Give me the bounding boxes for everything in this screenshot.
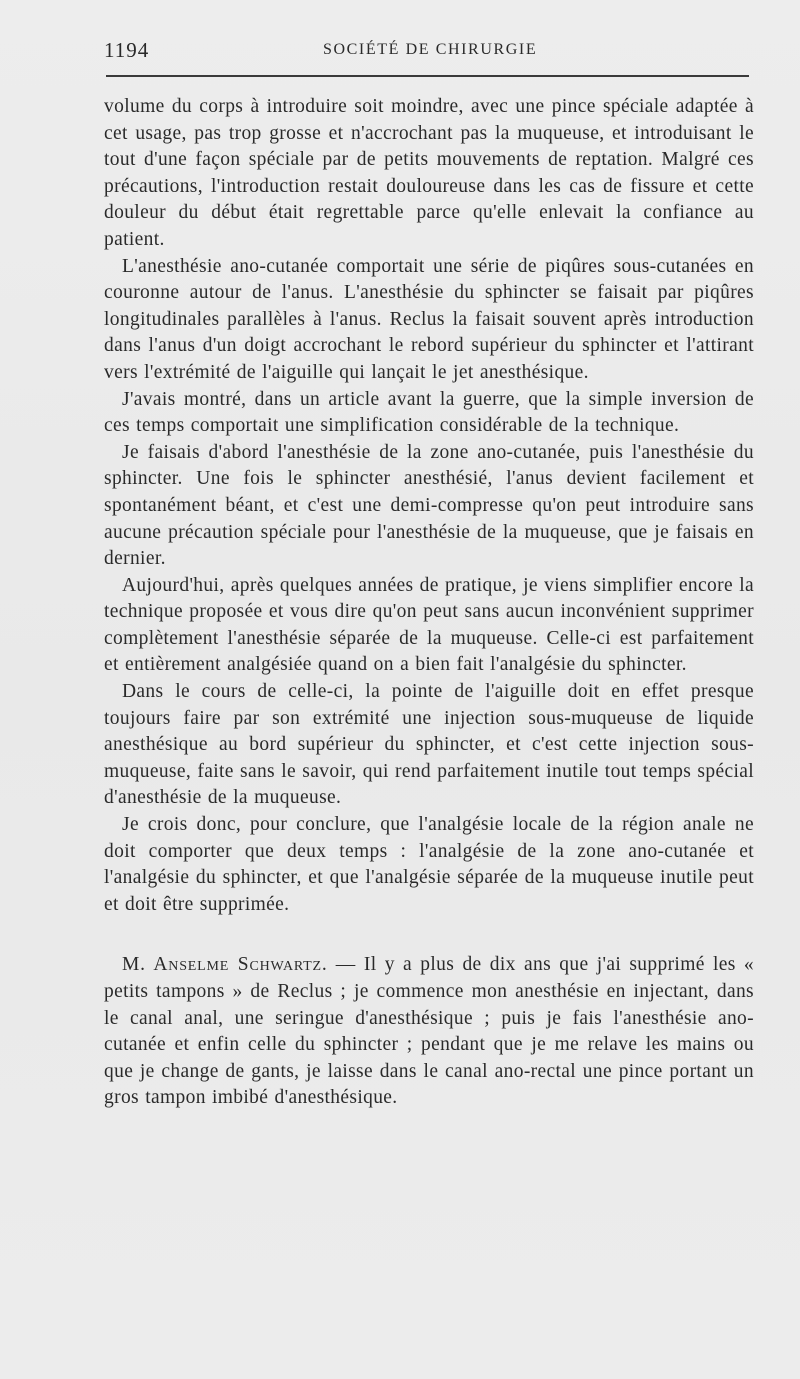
body-text — [104, 94, 754, 1112]
speaker-name: M. Anselme Schwartz. — [122, 954, 328, 976]
paragraph-article-reference: J'avais montré, dans un article avant la guerre, que la simple inversion de ces temps comportait une simplification considérable de la technique. — [104, 388, 754, 437]
running-title: SOCIÉTÉ DE CHIRURGIE — [323, 41, 538, 58]
paragraph-technique-order: Je faisais d'abord l'anesthésie de la zone ano-cutanée, puis l'anesthésie du sphincter. Une fois le sphincter anesthésié, l'anus devient facilement et spontanément béant, et c'est une demi-compresse qu'on peut introduire sans aucune précaution spéciale pour l'anesthésie de la muqueuse, que je faisais en dernier. — [104, 441, 754, 570]
paragraph-simplification: Aujourd'hui, après quelques années de pratique, je viens simplifier encore la technique proposée et vous dire qu'on peut sans aucun inconvénient supprimer complètement l'anesthésie séparée de la muqueuse. Celle-ci est parfaitement et entièrement analgésiée quand on a bien fait l'analgésie du sphincter. — [104, 574, 754, 676]
page-number: 1194 — [104, 38, 150, 62]
paragraph-anesthesia-description: L'anesthésie ano-cutanée comportait une série de piqûres sous-cutanées en couronne autour de l'anus. L'anesthésie du sphincter se faisait par piqûres longitudinales parallèles à l'anus. Reclus la faisait souvent après introduction dans l'anus d'un doigt accrochant le rebord supérieur du sphincter et l'attirant vers l'extrémité de l'aiguille qui lançait le jet anesthésique. — [104, 255, 754, 383]
paragraph-submucosal-injection: Dans le cours de celle-ci, la pointe de l'aiguille doit en effet presque toujours faire par son extrémité une injection sous-muqueuse de liquide anesthésique au bord supérieur du sphincter, et c'est cette injection sous-muqueuse, faite sans le savoir, qui rend parfaitement inutile tout temps spécial d'anesthésie de la muqueuse. — [104, 681, 754, 809]
paragraph-conclusion: Je crois donc, pour conclure, que l'analgésie locale de la région anale ne doit comporter que deux temps : l'analgésie de la zone ano-cutanée et l'analgésie du sphincter, et que l'analgésie séparée de la muqueuse inutile peut et doit être supprimée. — [104, 814, 754, 915]
running-head — [104, 38, 754, 64]
speaker-paragraph — [104, 952, 754, 1112]
header-rule — [106, 75, 749, 77]
paragraph-continuation: volume du corps à introduire soit moindre, avec une pince spéciale adaptée à cet usage, pas trop grosse et n'accrochant pas la muqueuse, et introduisant le tout d'une façon spéciale par de petits mouvements de reptation. Malgré ces précautions, l'introduction restait douloureuse dans les cas de fissure et cette douleur du début était regrettable parce qu'elle enlevait la confiance au patient. — [104, 96, 754, 250]
speaker-remarks: — Il y a plus de dix ans que j'ai supprimé les « petits tampons » de Reclus ; je commence mon anesthésie en injectant, dans le canal anal, une seringue d'anesthésique ; puis je fais l'anesthésie ano-cutanée et enfin celle du sphincter ; pendant que je me relave les mains ou que je change de gants, je laisse dans le canal ano-rectal une pince portant un gros tampon imbibé d'anesthésique. — [104, 954, 755, 1109]
